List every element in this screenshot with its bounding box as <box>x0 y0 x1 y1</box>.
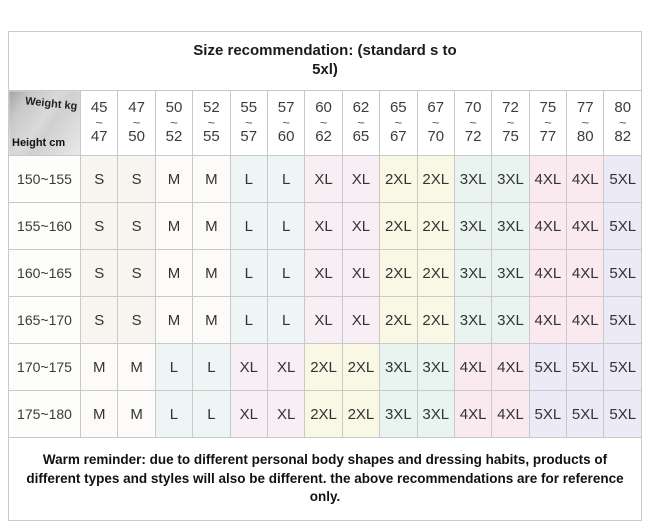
size-cell: 2XL <box>305 391 342 438</box>
weight-range-header: 60 ~ 62 <box>305 91 342 156</box>
size-cell: 4XL <box>567 250 604 297</box>
size-cell: 4XL <box>529 250 566 297</box>
size-cell: 2XL <box>380 250 417 297</box>
size-cell: L <box>267 250 304 297</box>
weight-range-header: 72 ~ 75 <box>492 91 529 156</box>
size-recommendation-table <box>8 31 642 521</box>
size-cell: 2XL <box>417 250 454 297</box>
size-cell: XL <box>342 203 379 250</box>
size-cell: XL <box>267 391 304 438</box>
table-row <box>9 297 642 344</box>
size-cell: M <box>193 297 230 344</box>
size-cell: 5XL <box>604 203 642 250</box>
size-cell: 3XL <box>492 250 529 297</box>
size-cell: M <box>155 297 192 344</box>
size-cell: XL <box>230 344 267 391</box>
size-cell: XL <box>267 344 304 391</box>
size-cell: S <box>81 250 118 297</box>
weight-range-header: 47 ~ 50 <box>118 91 155 156</box>
weight-range-header: 50 ~ 52 <box>155 91 192 156</box>
size-cell: 4XL <box>567 203 604 250</box>
size-cell: 5XL <box>567 344 604 391</box>
size-cell: L <box>267 203 304 250</box>
size-cell: 3XL <box>492 297 529 344</box>
size-cell: 5XL <box>529 391 566 438</box>
size-cell: XL <box>305 203 342 250</box>
size-cell: XL <box>342 297 379 344</box>
size-cell: M <box>155 250 192 297</box>
size-cell: XL <box>305 297 342 344</box>
table-row <box>9 391 642 438</box>
size-cell: 5XL <box>567 391 604 438</box>
height-range-label: 150~155 <box>9 156 81 203</box>
size-cell: 3XL <box>454 203 491 250</box>
size-cell: 4XL <box>454 344 491 391</box>
size-cell: L <box>193 344 230 391</box>
size-cell: L <box>230 297 267 344</box>
title-row <box>9 32 642 91</box>
size-cell: 3XL <box>492 203 529 250</box>
size-cell: 4XL <box>454 391 491 438</box>
weight-range-header: 80 ~ 82 <box>604 91 642 156</box>
size-cell: 5XL <box>604 344 642 391</box>
footer-row <box>9 438 642 521</box>
weight-range-header: 52 ~ 55 <box>193 91 230 156</box>
size-cell: 5XL <box>604 297 642 344</box>
size-cell: 3XL <box>380 391 417 438</box>
weight-range-header: 62 ~ 65 <box>342 91 379 156</box>
size-cell: M <box>193 156 230 203</box>
size-cell: XL <box>342 156 379 203</box>
size-cell: XL <box>305 250 342 297</box>
size-cell: L <box>230 250 267 297</box>
size-cell: 3XL <box>454 250 491 297</box>
size-cell: 3XL <box>492 156 529 203</box>
weight-range-header: 77 ~ 80 <box>567 91 604 156</box>
size-cell: 2XL <box>342 391 379 438</box>
table-row <box>9 344 642 391</box>
size-cell: M <box>81 344 118 391</box>
warm-reminder-text: Warm reminder: due to different personal body shapes and dressing habits, products of different types and styles will also be different. the above recommendations are for reference only. <box>9 438 642 521</box>
size-cell: 3XL <box>417 391 454 438</box>
weight-range-header: 65 ~ 67 <box>380 91 417 156</box>
size-cell: 2XL <box>417 203 454 250</box>
size-cell: L <box>267 297 304 344</box>
size-cell: 3XL <box>454 297 491 344</box>
size-cell: XL <box>230 391 267 438</box>
size-cell: 2XL <box>342 344 379 391</box>
size-cell: 3XL <box>454 156 491 203</box>
size-cell: M <box>193 250 230 297</box>
size-cell: L <box>155 344 192 391</box>
size-cell: 2XL <box>380 203 417 250</box>
table-row <box>9 156 642 203</box>
size-cell: L <box>230 156 267 203</box>
size-cell: 2XL <box>417 156 454 203</box>
size-cell: 4XL <box>529 156 566 203</box>
size-cell: 2XL <box>305 344 342 391</box>
size-cell: S <box>118 156 155 203</box>
size-cell: 4XL <box>492 391 529 438</box>
table-row <box>9 203 642 250</box>
height-range-label: 160~165 <box>9 250 81 297</box>
height-axis-label: Height cm <box>12 137 66 149</box>
size-cell: M <box>118 391 155 438</box>
table-title <box>9 32 642 91</box>
size-cell: L <box>267 156 304 203</box>
table-title-text: Size recommendation: (standard s to 5xl) <box>193 42 457 78</box>
size-cell: XL <box>342 250 379 297</box>
size-cell: 4XL <box>567 156 604 203</box>
size-cell: 4XL <box>529 203 566 250</box>
size-cell: L <box>193 391 230 438</box>
size-cell: 2XL <box>380 297 417 344</box>
size-cell: 5XL <box>604 250 642 297</box>
size-cell: S <box>81 297 118 344</box>
size-cell: 5XL <box>604 391 642 438</box>
size-cell: M <box>155 203 192 250</box>
weight-range-header: 55 ~ 57 <box>230 91 267 156</box>
height-range-label: 165~170 <box>9 297 81 344</box>
weight-header-row <box>9 91 642 156</box>
size-cell: 3XL <box>380 344 417 391</box>
size-cell: 2XL <box>417 297 454 344</box>
size-cell: 5XL <box>529 344 566 391</box>
size-cell: 4XL <box>567 297 604 344</box>
table-row <box>9 250 642 297</box>
size-cell: XL <box>305 156 342 203</box>
size-cell: 4XL <box>492 344 529 391</box>
weight-range-header: 45 ~ 47 <box>81 91 118 156</box>
size-cell: 5XL <box>604 156 642 203</box>
weight-range-header: 70 ~ 72 <box>454 91 491 156</box>
height-range-label: 175~180 <box>9 391 81 438</box>
size-cell: M <box>118 344 155 391</box>
size-cell: L <box>230 203 267 250</box>
weight-range-header: 67 ~ 70 <box>417 91 454 156</box>
size-cell: S <box>118 250 155 297</box>
size-cell: 4XL <box>529 297 566 344</box>
size-cell: S <box>81 203 118 250</box>
size-cell: M <box>81 391 118 438</box>
weight-axis-label: Weight kg <box>24 95 78 113</box>
corner-header-cell <box>9 91 81 156</box>
size-cell: 2XL <box>380 156 417 203</box>
weight-range-header: 75 ~ 77 <box>529 91 566 156</box>
size-cell: M <box>155 156 192 203</box>
size-cell: 3XL <box>417 344 454 391</box>
weight-range-header: 57 ~ 60 <box>267 91 304 156</box>
size-cell: S <box>118 203 155 250</box>
size-cell: S <box>118 297 155 344</box>
height-range-label: 155~160 <box>9 203 81 250</box>
size-cell: S <box>81 156 118 203</box>
size-cell: L <box>155 391 192 438</box>
size-cell: M <box>193 203 230 250</box>
height-range-label: 170~175 <box>9 344 81 391</box>
